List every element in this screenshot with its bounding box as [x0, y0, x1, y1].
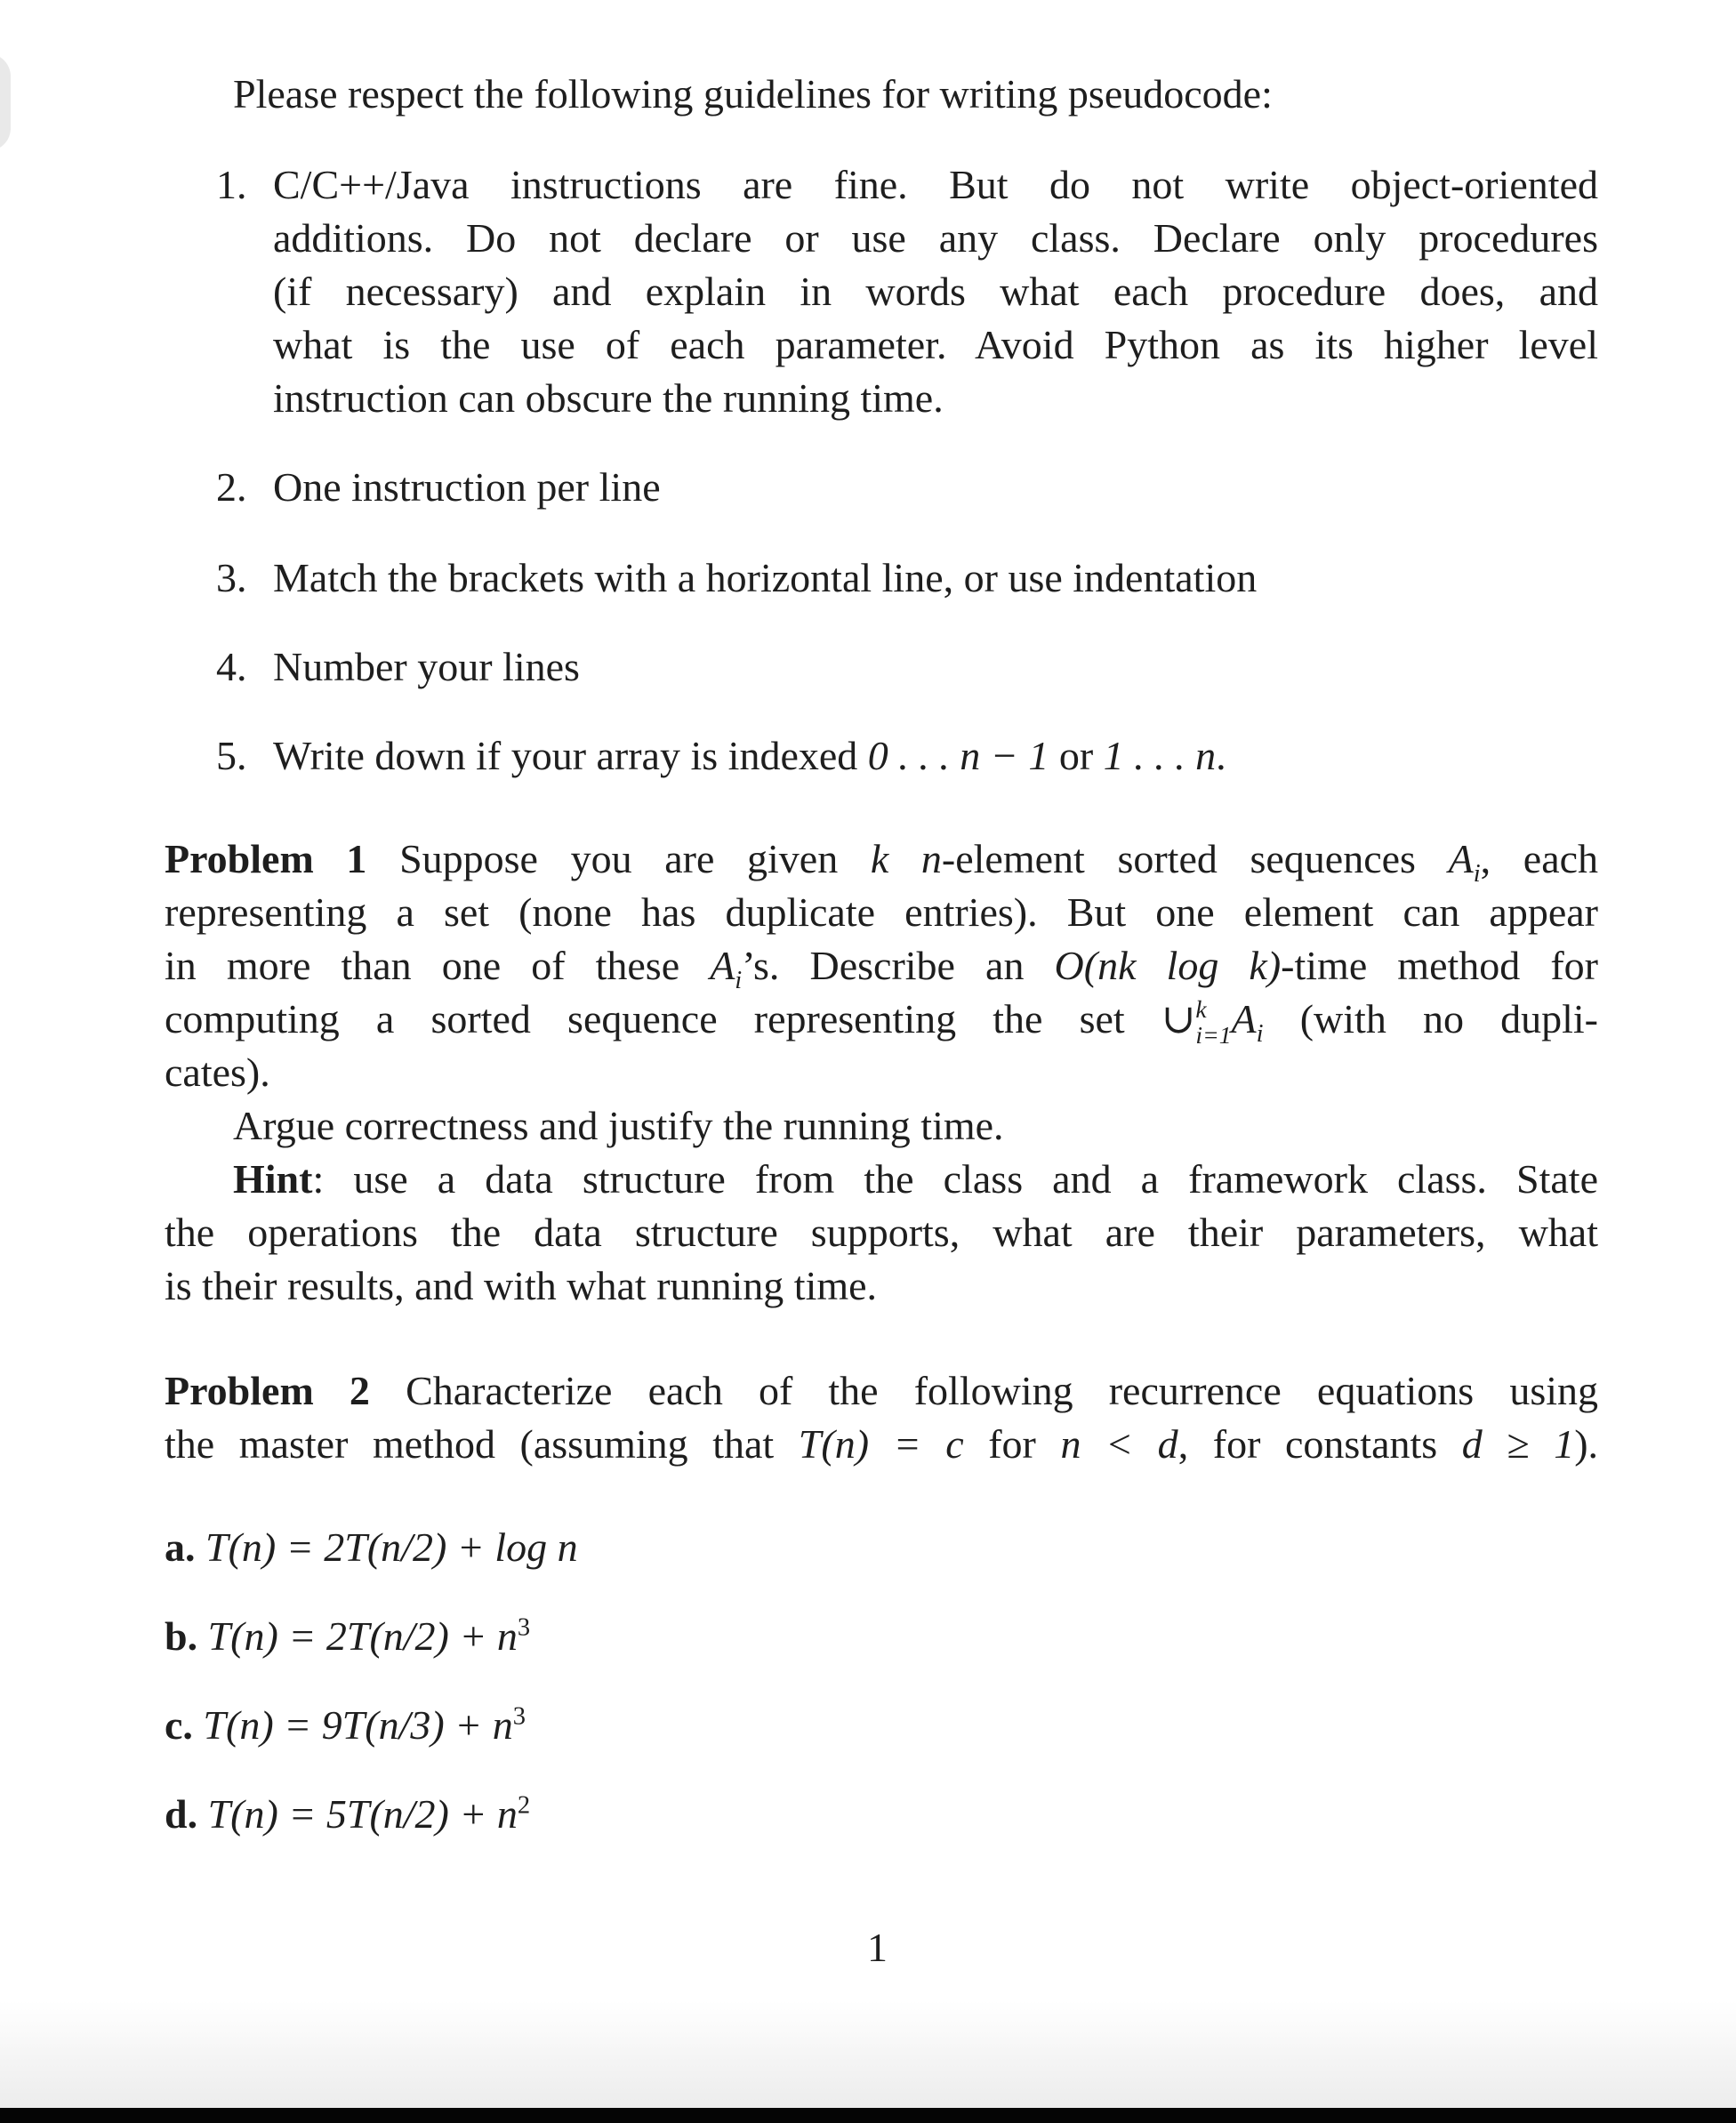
math: T(n) = c: [798, 1421, 964, 1467]
text: or: [1049, 733, 1104, 778]
item-number: 5.: [216, 733, 247, 778]
math: i: [1256, 1020, 1264, 1049]
problem-1-argue: Argue correctness and justify the running time.: [233, 1103, 1004, 1148]
item-number: 2.: [216, 464, 247, 510]
recurrence-item-d: [165, 1788, 530, 1841]
item-label: b.: [165, 1613, 198, 1659]
text: -time method for: [1281, 943, 1598, 988]
guidelines-intro: Please respect the following guidelines for writing pseudocode:: [233, 71, 1273, 117]
recurrence-item-b: [165, 1610, 530, 1663]
math: O(nk log k): [1054, 943, 1282, 988]
text: Write down if your array is indexed: [273, 733, 868, 778]
item-label: a.: [165, 1524, 196, 1570]
problem-1-line: representing a set (none has duplicate entries). But one element can appear: [165, 889, 1598, 935]
item-1-line: C/C++/Java instructions are fine. But do not write object-oriented: [273, 162, 1598, 207]
item-text: Match the brackets with a horizontal line, or use indentation: [273, 555, 1258, 600]
math: A: [710, 943, 735, 988]
problem-1-line: [165, 832, 1599, 889]
problem-1-line: [165, 993, 1598, 1049]
item-1-line: additions. Do not declare or use any class. Declare only procedures: [273, 215, 1598, 261]
problem-1-hint-line: the operations the data structure supports, what are their parameters, what: [165, 1210, 1598, 1255]
text: ).: [1574, 1421, 1599, 1467]
item-number: 3.: [216, 555, 247, 600]
problem-2-line: [165, 1364, 1598, 1418]
problem-1-hint: [233, 1153, 1598, 1206]
recurrence-expr: T(n) = 5T(n/2) + n: [207, 1791, 518, 1837]
page-number: 1: [867, 1925, 888, 1970]
text: , each: [1480, 836, 1599, 881]
item-label: d.: [165, 1791, 198, 1837]
text: the master method (assuming that: [165, 1421, 775, 1467]
text: in more than one of these: [165, 943, 680, 988]
math: d ≥ 1: [1461, 1421, 1575, 1467]
item-number: 1.: [216, 162, 247, 207]
math: i=1: [1195, 1021, 1232, 1049]
math: A: [1231, 996, 1257, 1041]
exponent: 3: [512, 1702, 526, 1731]
text: Characterize each of the following recurrence equations using: [406, 1368, 1599, 1413]
text: -element sorted sequences: [941, 836, 1416, 881]
text: , for constants: [1177, 1421, 1438, 1467]
text: Suppose you are given: [399, 836, 839, 881]
math: i: [1473, 860, 1481, 889]
text: computing a sorted sequence representing the set: [165, 996, 1125, 1041]
item-text: [273, 729, 1226, 783]
text: : use a data structure from the class and a framework class. State: [312, 1156, 1598, 1202]
exponent: 2: [517, 1791, 531, 1820]
exponent: 3: [517, 1613, 531, 1642]
recurrence-expr: T(n) = 2T(n/2) + n: [207, 1613, 518, 1659]
recurrence-expr: T(n) = 9T(n/3) + n: [203, 1702, 513, 1748]
text: .: [1216, 733, 1226, 778]
math: A: [1448, 836, 1474, 881]
item-1-line: (if necessary) and explain in words what each procedure does, and: [273, 269, 1598, 314]
recurrence-item-c: [165, 1699, 526, 1752]
item-label: c.: [165, 1702, 193, 1748]
item-number: 4.: [216, 644, 247, 689]
problem-2-line: [165, 1418, 1598, 1471]
item-1-line: what is the use of each parameter. Avoid Python as its higher level: [273, 322, 1598, 367]
problem-1-label: Problem 1: [165, 836, 367, 881]
text: ’s. Describe an: [742, 943, 1025, 988]
math: i: [735, 967, 743, 995]
hint-label: Hint: [233, 1156, 313, 1202]
problem-2-label: Problem 2: [165, 1368, 370, 1413]
item-text: Number your lines: [273, 644, 580, 689]
math: k: [870, 836, 889, 881]
union-symbol: ∪: [1161, 996, 1196, 1041]
text: (with no dupli-: [1299, 996, 1598, 1041]
edge-shadow: [0, 53, 11, 151]
item-1-line: instruction can obscure the running time.: [273, 375, 944, 421]
math: k: [1195, 995, 1207, 1024]
math: 0 . . . n − 1: [867, 733, 1049, 778]
bottom-fade: [0, 2001, 1736, 2108]
problem-1-line: cates).: [165, 1049, 270, 1095]
item-text: One instruction per line: [273, 464, 661, 510]
problem-1-line: [165, 939, 1598, 993]
recurrence-item-a: [165, 1521, 578, 1574]
math: n: [920, 836, 942, 881]
text: for: [988, 1421, 1036, 1467]
bottom-bar: [0, 2108, 1736, 2123]
problem-1-hint-line: is their results, and with what running time.: [165, 1263, 878, 1308]
math: 1 . . . n: [1103, 733, 1217, 778]
recurrence-expr: T(n) = 2T(n/2) + log n: [205, 1524, 578, 1570]
math: n < d: [1060, 1421, 1178, 1467]
